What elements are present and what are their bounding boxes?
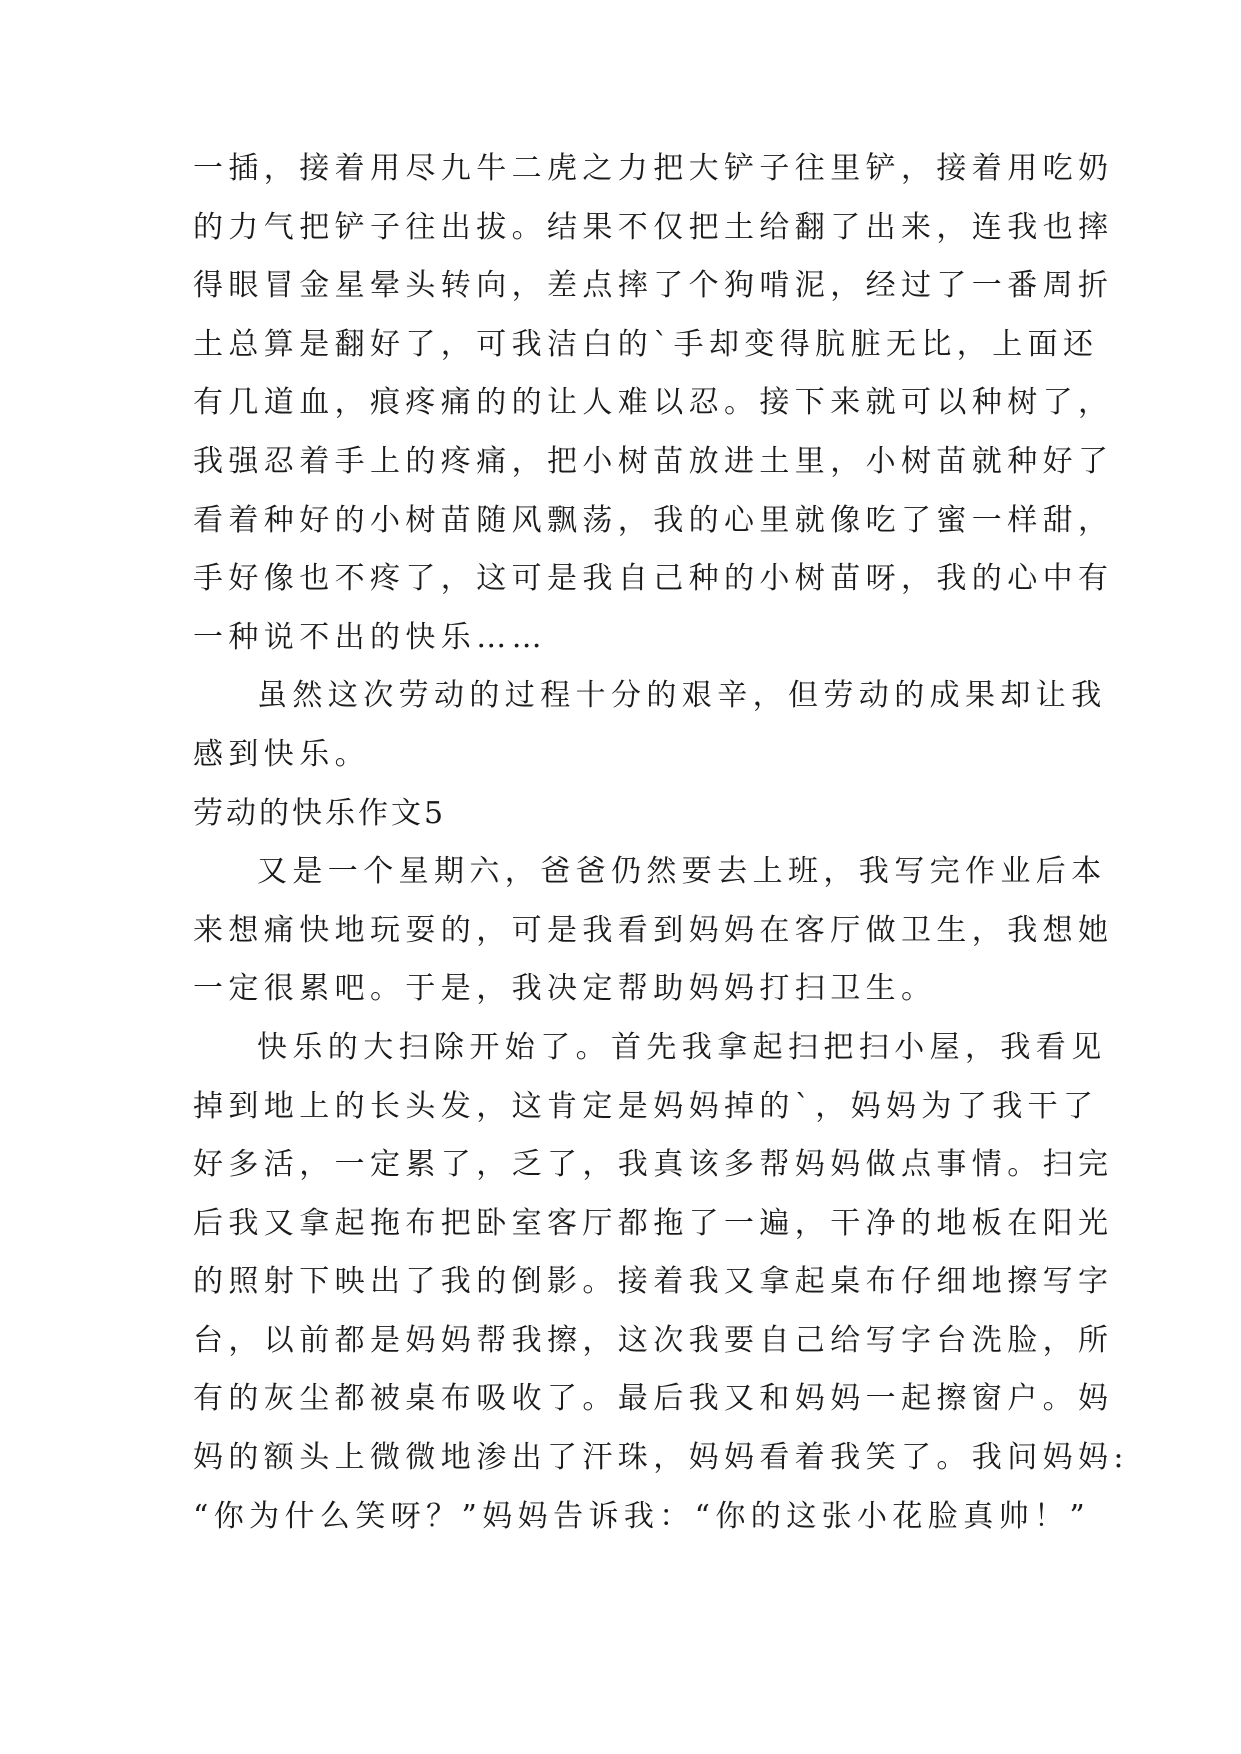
text-line: 来想痛快地玩耍的，可是我看到妈妈在客厅做卫生，我想她 [193, 912, 1114, 948]
text-line: 有几道血，痕疼痛的的让人难以忍。接下来就可以种树了， [193, 385, 1114, 421]
text-line: “你为什么笑呀？”妈妈告诉我：“你的这张小花脸真帅！” [193, 1498, 1091, 1534]
paragraph-start-line: 又是一个星期六，爸爸仍然要去上班，我写完作业后本 [257, 854, 1107, 890]
text-line: 看着种好的小树苗随风飘荡，我的心里就像吃了蜜一样甜， [193, 502, 1114, 538]
text-line: 一种说不出的快乐…… [193, 619, 547, 655]
text-line: 有的灰尘都被桌布吸收了。最后我又和妈妈一起擦窗户。妈 [193, 1381, 1114, 1417]
text-line: 我强忍着手上的疼痛，把小树苗放进土里，小树苗就种好了 [193, 443, 1114, 479]
text-line: 一插，接着用尽九牛二虎之力把大铲子往里铲，接着用吃奶 [193, 151, 1114, 186]
text-line: 掉到地上的长头发，这肯定是妈妈掉的`，妈妈为了我干了 [193, 1088, 1099, 1124]
section-heading: 劳动的快乐作文5 [193, 795, 447, 831]
paragraph-start-line: 快乐的大扫除开始了。首先我拿起扫把扫小屋，我看见 [257, 1029, 1107, 1065]
text-line: 得眼冒金星晕头转向，差点摔了个狗啃泥，经过了一番周折 [193, 268, 1114, 304]
text-line: 台，以前都是妈妈帮我擦，这次我要自己给写字台洗脸，所 [193, 1322, 1114, 1358]
paragraph-start-line: 虽然这次劳动的过程十分的艰辛，但劳动的成果却让我 [257, 678, 1107, 714]
text-line: 好多活，一定累了，乏了，我真该多帮妈妈做点事情。扫完 [193, 1147, 1114, 1183]
essay-body [193, 140, 1129, 1546]
text-line: 手好像也不疼了，这可是我自己种的小树苗呀，我的心中有 [193, 561, 1114, 597]
text-line: 土总算是翻好了，可我洁白的`手却变得肮脏无比，上面还 [193, 326, 1099, 362]
text-line: 的力气把铲子往出拔。结果不仅把土给翻了出来，连我也摔 [193, 209, 1114, 245]
text-line: 一定很累吧。于是，我决定帮助妈妈打扫卫生。 [193, 971, 937, 1007]
text-line: 后我又拿起拖布把卧室客厅都拖了一遍，干净的地板在阳光 [193, 1205, 1114, 1241]
text-line: 感到快乐。 [193, 736, 370, 772]
text-line: 妈的额头上微微地渗出了汗珠，妈妈看着我笑了。我问妈妈: [193, 1440, 1129, 1476]
text-line: 的照射下映出了我的倒影。接着我又拿起桌布仔细地擦写字 [193, 1264, 1114, 1300]
